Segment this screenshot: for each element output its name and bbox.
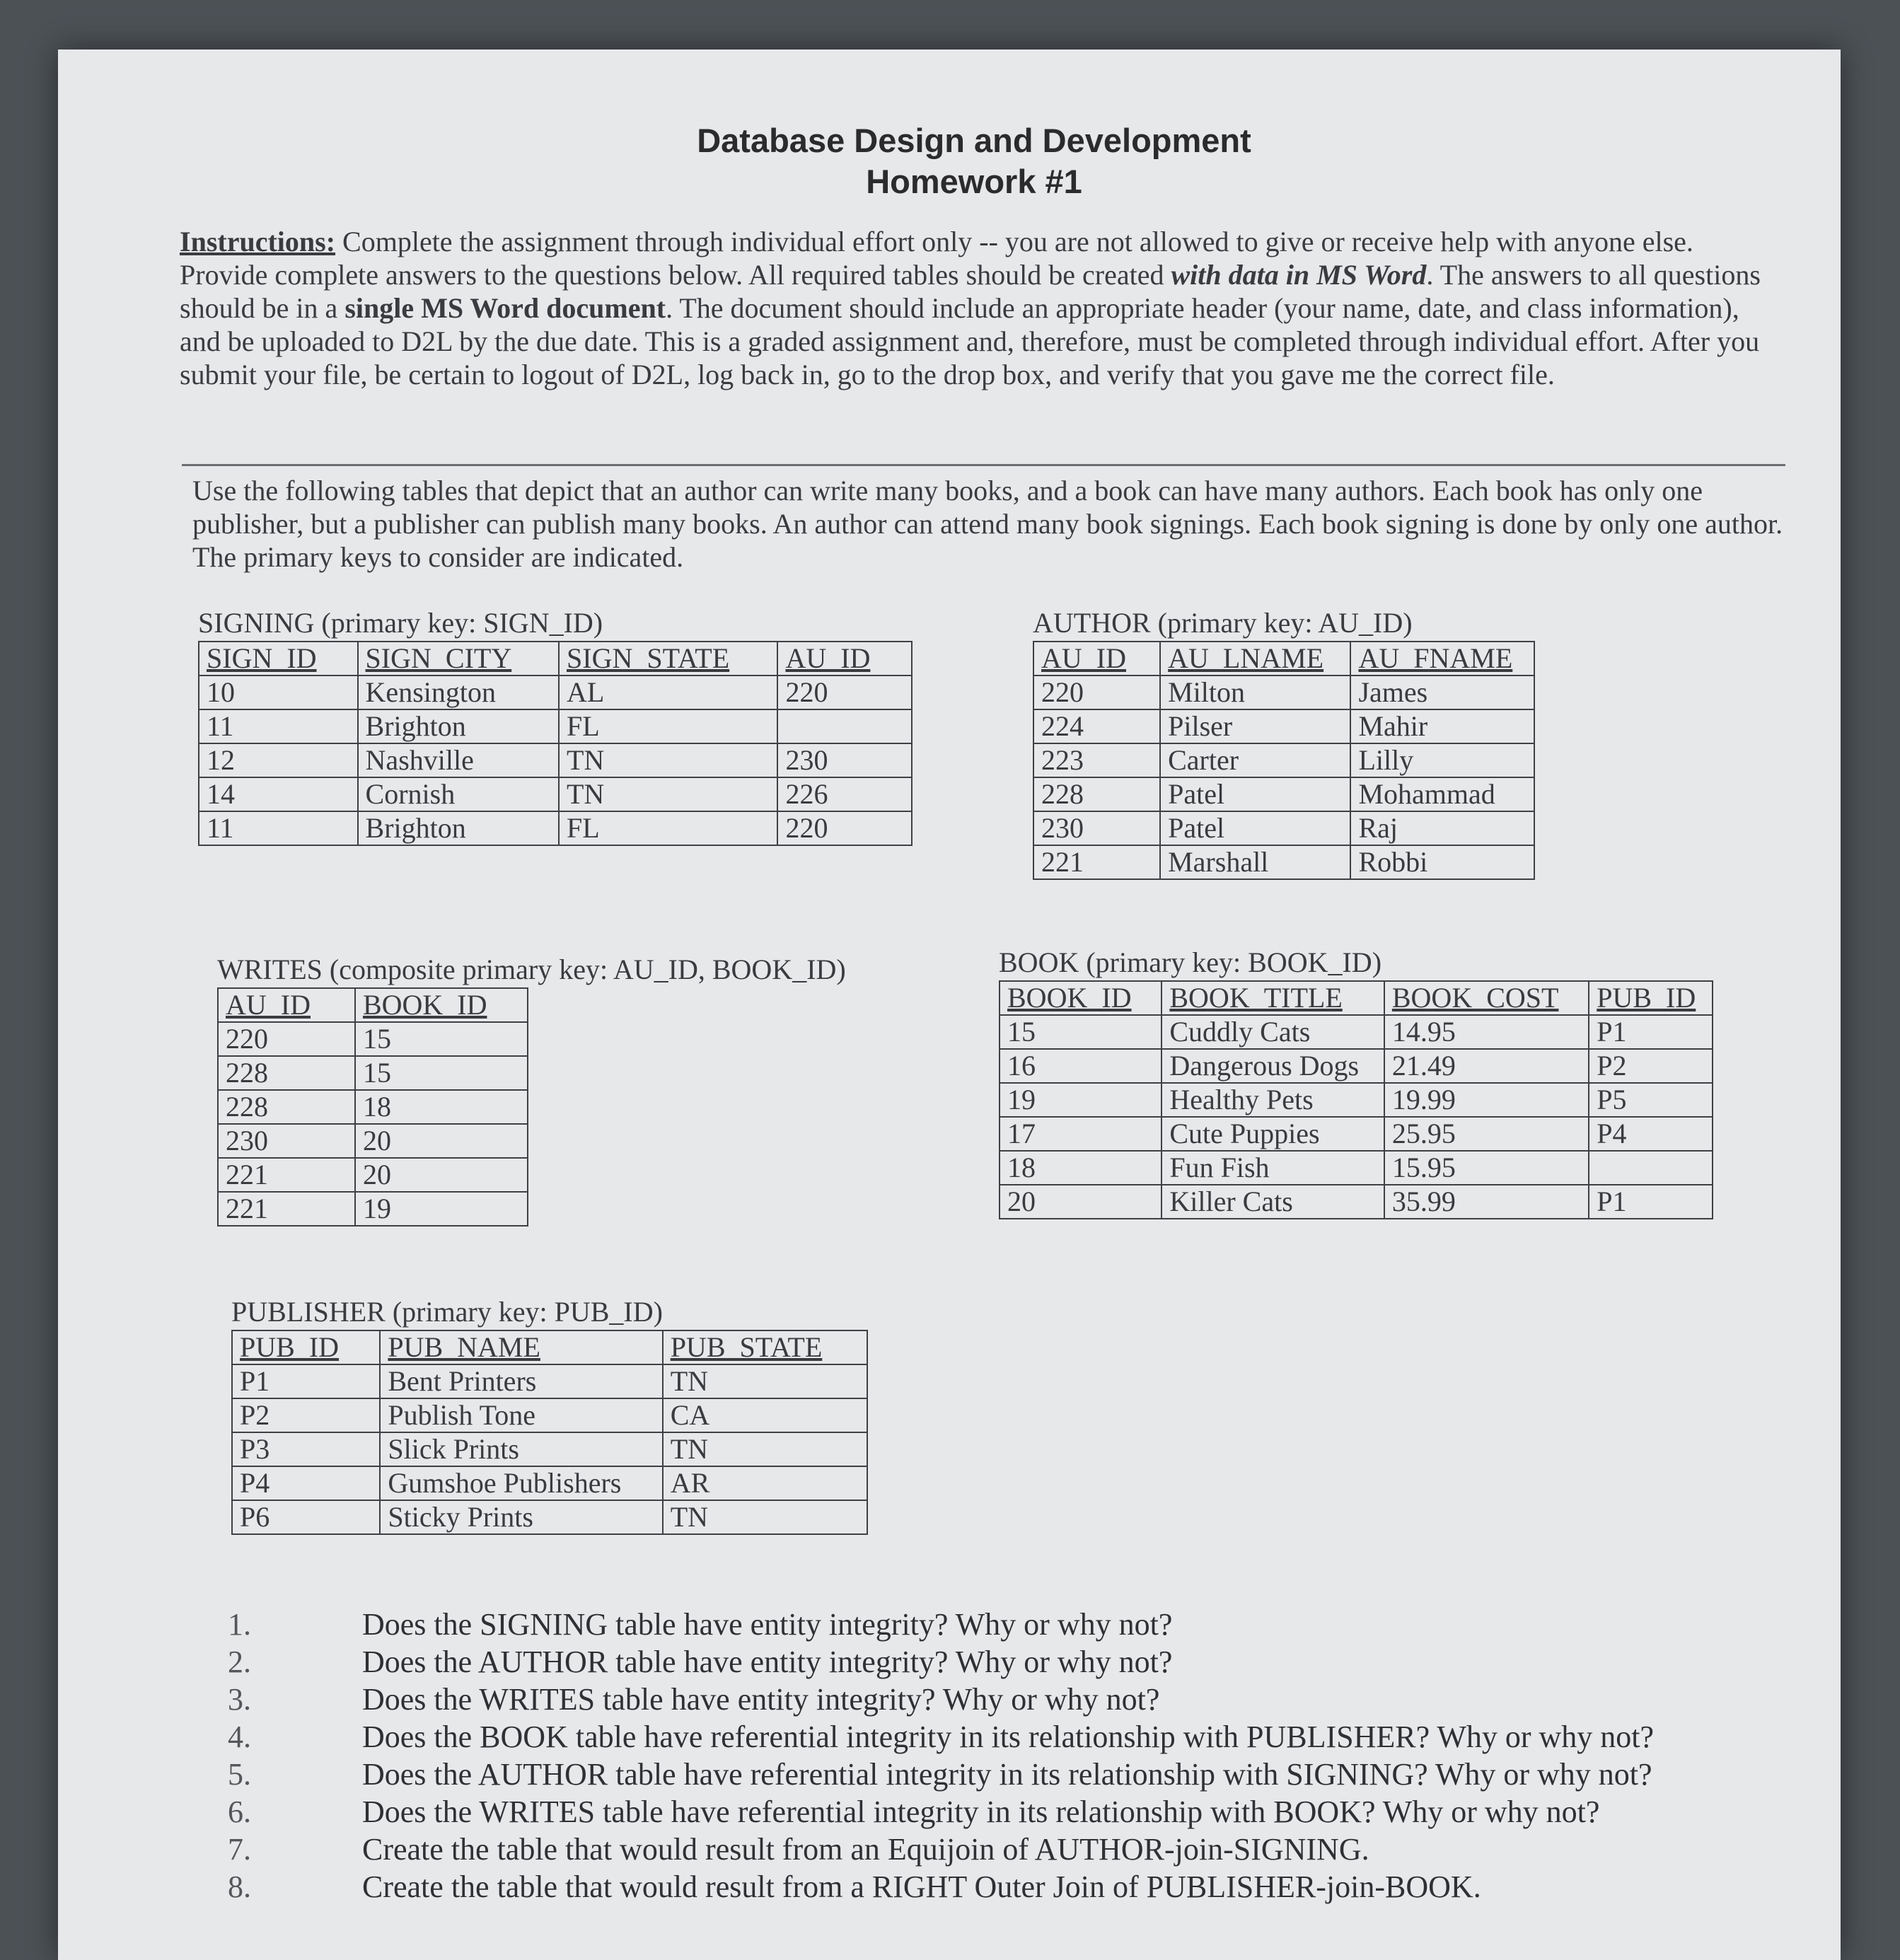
publisher-cell: P6 (232, 1500, 380, 1534)
publisher-cell: P1 (232, 1364, 380, 1398)
book-cell: 15 (1000, 1015, 1162, 1049)
author-caption: AUTHOR (primary key: AU_ID) (1033, 607, 1413, 639)
writes-cell: 230 (218, 1124, 355, 1158)
publisher-header-cell: PUB_NAME (380, 1330, 662, 1364)
publisher-cell: Sticky Prints (380, 1500, 662, 1534)
publisher-table-block (231, 1294, 868, 1535)
author-table (1033, 641, 1535, 880)
book-cell: 35.99 (1384, 1185, 1589, 1219)
publisher-cell: Bent Printers (380, 1364, 662, 1398)
question-number: 1. (228, 1607, 251, 1642)
book-cell: 21.49 (1384, 1049, 1589, 1083)
writes-row (218, 1022, 528, 1056)
instructions-emphasis-1: with data in MS Word (1171, 259, 1427, 291)
author-row (1033, 811, 1534, 845)
book-cell (1589, 1151, 1713, 1185)
book-header-cell: PUB_ID (1589, 981, 1713, 1015)
book-cell: 14.95 (1384, 1015, 1589, 1049)
signing-cell: 11 (199, 811, 358, 845)
writes-cell: 15 (355, 1022, 528, 1056)
author-cell: Marshall (1160, 845, 1350, 879)
author-header-cell: AU_FNAME (1350, 642, 1534, 675)
signing-header-cell: SIGN_ID (199, 642, 358, 675)
book-cell: P5 (1589, 1083, 1713, 1117)
question-item (228, 1868, 1784, 1906)
author-cell: 224 (1033, 709, 1160, 743)
author-cell: 220 (1033, 675, 1160, 709)
writes-row (218, 1056, 528, 1090)
book-cell: 20 (1000, 1185, 1162, 1219)
writes-row (218, 1192, 528, 1226)
signing-row (199, 811, 912, 845)
signing-cell: 11 (199, 709, 358, 743)
writes-cell: 221 (218, 1192, 355, 1226)
book-row (1000, 1049, 1713, 1083)
book-row (1000, 1185, 1713, 1219)
signing-cell: Nashville (358, 743, 559, 777)
author-cell: 228 (1033, 777, 1160, 811)
instructions-text-2: . The answers to all questions should be in a (180, 259, 1761, 324)
author-cell: Lilly (1350, 743, 1534, 777)
book-cell: P1 (1589, 1015, 1713, 1049)
signing-cell: Kensington (358, 675, 559, 709)
book-table (999, 980, 1713, 1219)
book-header-row (1000, 981, 1713, 1015)
writes-cell: 19 (355, 1192, 528, 1226)
writes-cell: 220 (218, 1022, 355, 1056)
question-text: Does the AUTHOR table have entity integrity? Why or why not? (362, 1645, 1173, 1679)
question-text: Does the WRITES table have referential integrity in its relationship with BOOK? Why or why not? (362, 1794, 1600, 1829)
signing-cell: 226 (777, 777, 912, 811)
question-number: 6. (228, 1794, 251, 1829)
book-cell: Healthy Pets (1162, 1083, 1384, 1117)
writes-header-cell: BOOK_ID (355, 988, 528, 1022)
question-number: 3. (228, 1682, 251, 1717)
book-cell: P2 (1589, 1049, 1713, 1083)
publisher-row (232, 1432, 867, 1466)
author-row (1033, 777, 1534, 811)
publisher-row (232, 1364, 867, 1398)
signing-cell: 220 (777, 811, 912, 845)
book-cell: 17 (1000, 1117, 1162, 1151)
signing-cell: 10 (199, 675, 358, 709)
publisher-cell: AR (663, 1466, 867, 1500)
book-header-cell: BOOK_ID (1000, 981, 1162, 1015)
question-number: 2. (228, 1645, 251, 1679)
book-row (1000, 1083, 1713, 1117)
publisher-header-cell: PUB_STATE (663, 1330, 867, 1364)
signing-cell (777, 709, 912, 743)
publisher-cell: TN (663, 1364, 867, 1398)
signing-cell: 220 (777, 675, 912, 709)
signing-row (199, 743, 912, 777)
question-text: Create the table that would result from an Equijoin of AUTHOR-join-SIGNING. (362, 1832, 1369, 1867)
author-header-row (1033, 642, 1534, 675)
author-row (1033, 845, 1534, 879)
author-cell: Patel (1160, 811, 1350, 845)
book-header-cell: BOOK_TITLE (1162, 981, 1384, 1015)
writes-cell: 228 (218, 1090, 355, 1124)
signing-cell: 14 (199, 777, 358, 811)
question-list (228, 1606, 1784, 1906)
writes-cell: 18 (355, 1090, 528, 1124)
book-cell: 25.95 (1384, 1117, 1589, 1151)
book-cell: 16 (1000, 1049, 1162, 1083)
signing-header-cell: AU_ID (777, 642, 912, 675)
signing-cell: Cornish (358, 777, 559, 811)
author-cell: Robbi (1350, 845, 1534, 879)
writes-row (218, 1124, 528, 1158)
writes-row (218, 1090, 528, 1124)
publisher-cell: Publish Tone (380, 1398, 662, 1432)
author-cell: Carter (1160, 743, 1350, 777)
book-cell: Dangerous Dogs (1162, 1049, 1384, 1083)
signing-row (199, 675, 912, 709)
signing-cell: AL (559, 675, 777, 709)
publisher-header-row (232, 1330, 867, 1364)
question-number: 4. (228, 1720, 251, 1754)
divider-line (182, 464, 1785, 466)
author-row (1033, 709, 1534, 743)
publisher-table (231, 1330, 868, 1535)
instructions-emphasis-2: single MS Word document (344, 292, 666, 324)
writes-cell: 221 (218, 1158, 355, 1192)
author-header-cell: AU_LNAME (1160, 642, 1350, 675)
publisher-row (232, 1466, 867, 1500)
signing-cell: TN (559, 743, 777, 777)
question-text: Create the table that would result from a RIGHT Outer Join of PUBLISHER-join-BOOK. (362, 1869, 1481, 1904)
author-table-block (1033, 605, 1535, 880)
writes-header-cell: AU_ID (218, 988, 355, 1022)
author-cell: Mohammad (1350, 777, 1534, 811)
publisher-cell: P2 (232, 1398, 380, 1432)
question-number: 8. (228, 1869, 251, 1904)
book-cell: Cuddly Cats (1162, 1015, 1384, 1049)
author-cell: Mahir (1350, 709, 1534, 743)
question-item (228, 1681, 1784, 1718)
document-title (58, 120, 1890, 202)
author-cell: Pilser (1160, 709, 1350, 743)
author-cell: 221 (1033, 845, 1160, 879)
instructions-text-1: Complete the assignment through individual effort only -- you are not allowed to give or receive help with anyone else. Provide complete answers to the questions below. All required tables should be created (180, 226, 1693, 291)
subtitle-line: Homework #1 (866, 163, 1082, 200)
signing-cell: Brighton (358, 709, 559, 743)
book-cell: P4 (1589, 1117, 1713, 1151)
author-cell: 230 (1033, 811, 1160, 845)
author-cell: Milton (1160, 675, 1350, 709)
signing-cell: FL (559, 709, 777, 743)
signing-row (199, 777, 912, 811)
book-cell: 15.95 (1384, 1151, 1589, 1185)
author-cell: James (1350, 675, 1534, 709)
instructions-label: Instructions: (180, 226, 336, 257)
publisher-cell: Slick Prints (380, 1432, 662, 1466)
question-number: 5. (228, 1757, 251, 1792)
question-text: Does the BOOK table have referential integrity in its relationship with PUBLISHER? Why or why not? (362, 1720, 1655, 1754)
signing-caption: SIGNING (primary key: SIGN_ID) (198, 607, 603, 639)
book-row (1000, 1015, 1713, 1049)
book-cell: 19.99 (1384, 1083, 1589, 1117)
book-cell: Cute Puppies (1162, 1117, 1384, 1151)
question-text: Does the AUTHOR table have referential integrity in its relationship with SIGNING? Why or why not? (362, 1757, 1652, 1792)
book-table-block (999, 945, 1713, 1219)
signing-row (199, 709, 912, 743)
intro-paragraph: Use the following tables that depict that an author can write many books, and a book can have many authors. Each book has only one publisher, but a publisher can publish many books. An author can attend many book signings. Each book signing is done by only one author. The primary keys to consider are indicated. (192, 475, 1783, 573)
book-cell: 18 (1000, 1151, 1162, 1185)
question-item (228, 1606, 1784, 1643)
author-cell: Raj (1350, 811, 1534, 845)
title-line: Database Design and Development (697, 122, 1251, 159)
book-header-cell: BOOK_COST (1384, 981, 1589, 1015)
question-number: 7. (228, 1832, 251, 1867)
book-row (1000, 1151, 1713, 1185)
signing-header-row (199, 642, 912, 675)
signing-cell: Brighton (358, 811, 559, 845)
question-text: Does the WRITES table have entity integrity? Why or why not? (362, 1682, 1160, 1717)
writes-header-row (218, 988, 528, 1022)
instructions-text-3: . The document should include an appropriate header (your name, date, and class information), and be uploaded to D2L by the due date. This is a graded assignment and, therefore, must be completed through individual effort. After you submit your file, be certain to logout of D2L, log back in, go to the drop box, and verify that you gave me the correct file. (180, 292, 1760, 390)
question-item (228, 1793, 1784, 1831)
publisher-row (232, 1398, 867, 1432)
writes-cell: 20 (355, 1158, 528, 1192)
publisher-cell: Gumshoe Publishers (380, 1466, 662, 1500)
publisher-cell: TN (663, 1432, 867, 1466)
signing-header-cell: SIGN_STATE (559, 642, 777, 675)
writes-row (218, 1158, 528, 1192)
book-row (1000, 1117, 1713, 1151)
writes-cell: 20 (355, 1124, 528, 1158)
question-item (228, 1831, 1784, 1868)
author-row (1033, 743, 1534, 777)
author-cell: 223 (1033, 743, 1160, 777)
author-cell: Patel (1160, 777, 1350, 811)
writes-cell: 228 (218, 1056, 355, 1090)
signing-cell: 12 (199, 743, 358, 777)
signing-cell: 230 (777, 743, 912, 777)
book-cell: Killer Cats (1162, 1185, 1384, 1219)
author-row (1033, 675, 1534, 709)
signing-cell: FL (559, 811, 777, 845)
writes-table-block (217, 952, 846, 1227)
author-header-cell: AU_ID (1033, 642, 1160, 675)
writes-caption: WRITES (composite primary key: AU_ID, BOOK_ID) (217, 953, 846, 985)
signing-table-block (198, 605, 913, 846)
signing-cell: TN (559, 777, 777, 811)
question-item (228, 1756, 1784, 1793)
writes-cell: 15 (355, 1056, 528, 1090)
book-cell: Fun Fish (1162, 1151, 1384, 1185)
book-cell: 19 (1000, 1083, 1162, 1117)
question-item (228, 1643, 1784, 1681)
publisher-cell: CA (663, 1398, 867, 1432)
signing-header-cell: SIGN_CITY (358, 642, 559, 675)
book-caption: BOOK (primary key: BOOK_ID) (999, 946, 1382, 978)
publisher-row (232, 1500, 867, 1534)
question-item (228, 1718, 1784, 1756)
signing-table (198, 641, 913, 846)
document-page (58, 50, 1841, 1960)
publisher-cell: P4 (232, 1466, 380, 1500)
publisher-cell: TN (663, 1500, 867, 1534)
question-text: Does the SIGNING table have entity integrity? Why or why not? (362, 1607, 1173, 1642)
publisher-cell: P3 (232, 1432, 380, 1466)
book-cell: P1 (1589, 1185, 1713, 1219)
publisher-header-cell: PUB_ID (232, 1330, 380, 1364)
writes-table (217, 987, 528, 1227)
instructions-paragraph (180, 225, 1785, 391)
publisher-caption: PUBLISHER (primary key: PUB_ID) (231, 1296, 663, 1328)
